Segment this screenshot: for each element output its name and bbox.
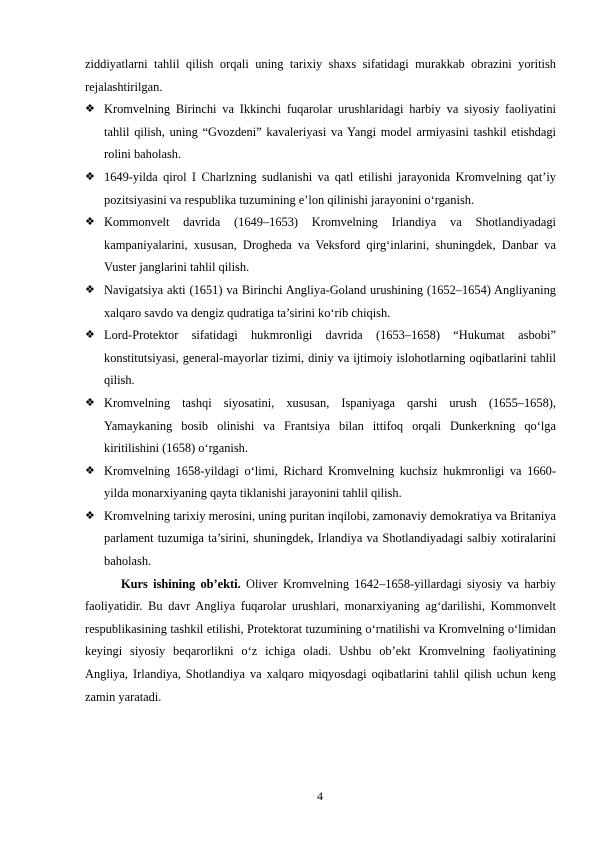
- list-item-text: Kromvelning tarixiy merosini, uning puritan inqilobi, zamonaviy demokratiya va Britaniya parlament tuzumiga ta’sirini, shuningdek, Irlandiya va Shotlandiyadagi salbiy xotiralarini baholash.: [104, 508, 556, 569]
- list-item: [85, 211, 556, 279]
- object-text: Oliver Kromvelning 1642–1658-yillardagi siyosiy va harbiy faoliyatidir. Bu davr Angliya fuqarolar urushlari, monarxiyaning ag‘darilishi, Kommonvelt respublikasining tashkil etilishi, Protektorat tuzumining o‘rnatilishi va Kromvelning o‘limidan keyingi siyosiy beqarorlikni o‘z ichiga oladi. Ushbu ob’ekt Kromvelning faoliyatining Angliya, Irlandiya, Shotlandiya va xalqaro miqyosdagi oqibatlarini tahlil qilish uchun keng zamin yaratadi.: [85, 576, 556, 704]
- list-item: [85, 166, 556, 211]
- object-label: Kurs ishining ob’ekti.: [121, 576, 241, 591]
- intro-paragraph: ziddiyatlarni tahlil qilish orqali uning tarixiy shaxs sifatidagi murakkab obrazini yoritish rejalashtirilgan.: [85, 57, 556, 94]
- list-item-text: Kromvelning tashqi siyosatini, xususan, Ispaniyaga qarshi urush (1655–1658), Yamaykaning bosib olinishi va Frantsiya bilan ittifoq orqali Dunkerkning qo‘lga kiritilishini (1658) o‘rganish.: [104, 395, 556, 456]
- list-item: [85, 505, 556, 573]
- list-item: [85, 460, 556, 505]
- diamond-bullet-icon: ❖: [85, 169, 95, 183]
- list-item: [85, 98, 556, 166]
- list-item-text: Kromvelning Birinchi va Ikkinchi fuqarolar urushlaridagi harbiy va siyosiy faoliyatini tahlil qilish, uning “Gvozdeni” kavaleriyasi va Yangi model armiyasini tashkil etishdagi rolini baholash.: [104, 102, 556, 162]
- list-item: [85, 324, 556, 392]
- diamond-bullet-icon: ❖: [85, 508, 95, 522]
- diamond-bullet-icon: ❖: [85, 282, 95, 296]
- list-item-text: Navigatsiya akti (1651) va Birinchi Angliya-Goland urushining (1652–1654) Angliyaning xalqaro savdo va dengiz qudratiga ta’sirini ko‘rib chiqish.: [104, 282, 556, 320]
- object-paragraph: [85, 573, 556, 709]
- list-item-text: 1649-yilda qirol I Charlzning sudlanishi va qatl etilishi jarayonida Kromvelning qat’iy pozitsiyasini va respublika tuzumining e’lon qilinishi jarayonini o‘rganish.: [104, 169, 556, 207]
- list-item: [85, 279, 556, 324]
- diamond-bullet-icon: ❖: [85, 215, 95, 229]
- page-number: 4: [317, 789, 323, 803]
- list-item-text: Lord-Protektor sifatidagi hukmronligi davrida (1653–1658) “Hukumat asbobi” konstitutsiyasi, general-mayorlar tizimi, diniy va ijtimoiy islohotlarning oqibatlarini tahlil qilish.: [104, 328, 556, 388]
- list-item: [85, 392, 556, 460]
- page-content: [85, 53, 556, 708]
- diamond-bullet-icon: ❖: [85, 102, 95, 116]
- diamond-bullet-icon: ❖: [85, 395, 95, 409]
- list-item-text: Kommonvelt davrida (1649–1653) Kromvelning Irlandiya va Shotlandiyadagi kampaniyalarini, xususan, Drogheda va Veksford qirg‘inlarini, shuningdek, Danbar va Vuster janglarini tahlil qilish.: [104, 215, 556, 275]
- diamond-bullet-icon: ❖: [85, 463, 95, 477]
- list-item-text: Kromvelning 1658-yildagi o‘limi, Richard Kromvelning kuchsiz hukmronligi va 1660-yilda monarxiyaning qayta tiklanishi jarayonini tahlil qilish.: [104, 463, 556, 501]
- diamond-bullet-icon: ❖: [85, 328, 95, 342]
- objectives-list: [85, 98, 556, 572]
